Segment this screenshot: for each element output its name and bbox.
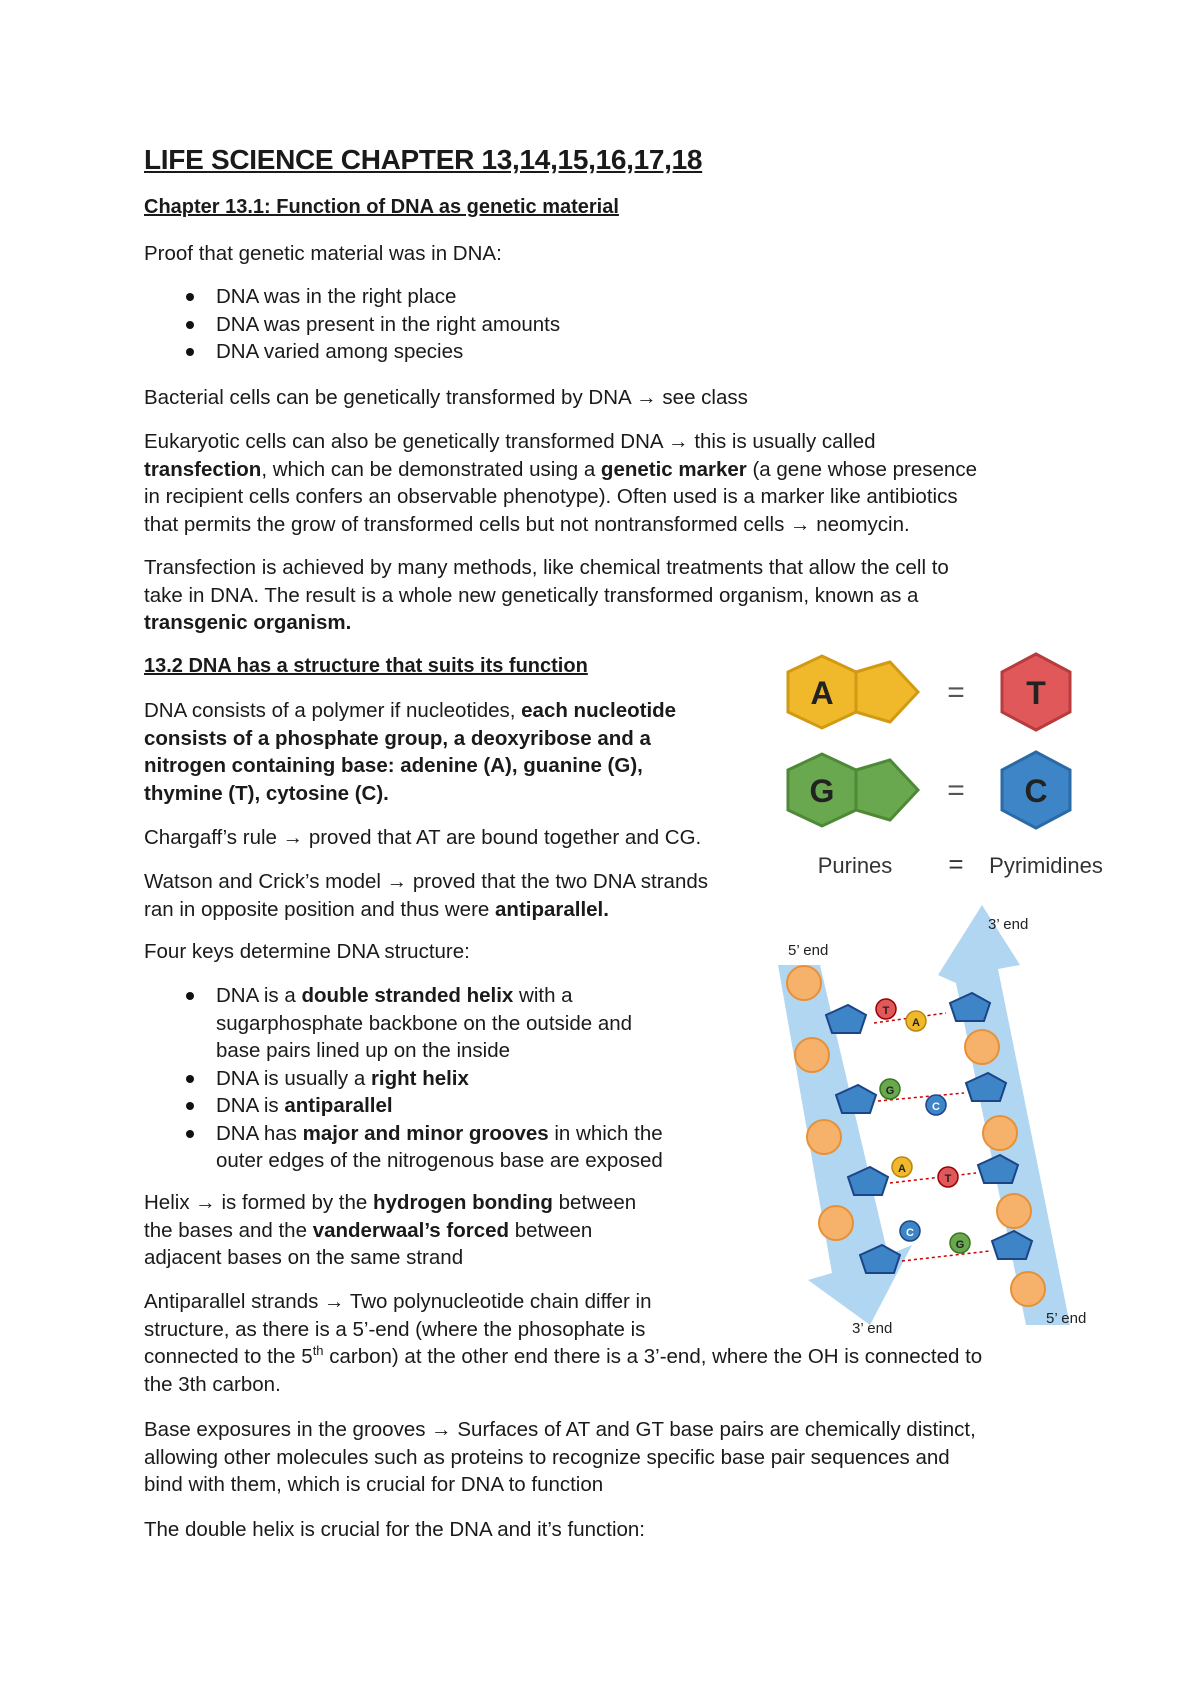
list-item: DNA varied among species	[144, 338, 844, 366]
guanine-shape	[788, 754, 918, 826]
text-span: ran in opposite position and thus were	[144, 897, 496, 921]
paragraph-line: Antiparallel strands → Two polynucleotide chain differ in	[144, 1290, 652, 1313]
base-exposure-paragraph	[144, 1416, 1084, 1499]
paragraph-line: Transfection is achieved by many methods, like chemical treatments that allow the cell to	[144, 556, 949, 579]
paragraph-line	[144, 780, 764, 808]
paragraph-line: in recipient cells confers an observable phenotype). Often used is a marker like antibiotics	[144, 485, 958, 508]
base-label: G	[885, 1085, 895, 1097]
paragraph-line: take in DNA. The result is a whole new genetically transformed organism, known as a	[144, 583, 919, 607]
text-span: (a gene whose presence	[746, 457, 977, 481]
adenine-shape	[788, 656, 918, 728]
watson-crick-paragraph	[144, 868, 784, 923]
text-span: sugarphosphate backbone on the outside and	[216, 1011, 633, 1035]
paragraph-line: that permits the grow of transformed cells but not nontransformed cells → neomycin.	[144, 512, 910, 536]
bold-span: nitrogen containing base: adenine (A), guanine (G),	[144, 754, 643, 777]
text-span: carbon) at the other end there is a 3’-end, where the OH is connected to	[323, 1345, 983, 1368]
base-label: C	[906, 1227, 914, 1239]
adenine-label: A	[810, 675, 834, 711]
base-pairing-figure	[780, 650, 1130, 890]
paragraph-line: the 3th carbon.	[144, 1372, 281, 1396]
three-prime-end-top-label: 3’ end	[988, 916, 1029, 933]
section-heading-13-2: 13.2 DNA has a structure that suits its function	[144, 655, 588, 677]
paragraph-line	[144, 752, 764, 780]
proof-intro: Proof that genetic material was in DNA:	[144, 242, 502, 265]
paragraph-line	[144, 609, 1074, 637]
list-item: DNA was present in the right amounts	[144, 311, 844, 339]
text-span: between	[552, 1191, 637, 1214]
section-heading-13-1: Chapter 13.1: Function of DNA as genetic material	[144, 196, 619, 218]
text-span: , which can be demonstrated using a	[261, 457, 601, 481]
bold-span: consists of a phosphate group, a deoxyribose and a	[144, 726, 651, 750]
list-item: DNA was in the right place	[144, 283, 844, 311]
base-label: G	[955, 1239, 965, 1251]
list-item	[144, 1120, 744, 1175]
paragraph-line	[144, 456, 1074, 484]
text-span: outer edges of the nitrogenous base are exposed	[216, 1149, 663, 1172]
superscript: th	[312, 1343, 324, 1359]
text-span: DNA is a	[216, 984, 302, 1007]
text-span: with a	[513, 984, 573, 1007]
equals-sign: =	[948, 849, 964, 879]
thymine-shape	[1002, 654, 1070, 730]
bold-span: thymine (T), cytosine (C).	[144, 781, 389, 805]
bold-span: each nucleotide	[521, 699, 677, 722]
text-span: in which the	[548, 1121, 663, 1145]
list-item	[144, 1065, 744, 1093]
paragraph-line	[144, 1343, 1084, 1371]
five-prime-end-bottom-label: 5’ end	[1046, 1310, 1087, 1327]
text-span: between	[509, 1218, 593, 1242]
text-span: base pairs lined up on the inside	[216, 1039, 511, 1062]
bold-span: antiparallel	[284, 1094, 393, 1117]
keys-intro: Four keys determine DNA structure:	[144, 940, 470, 963]
antiparallel-dna-figure	[770, 905, 1120, 1345]
paragraph-line	[144, 697, 764, 725]
five-prime-end-top-label: 5’ end	[788, 942, 829, 959]
proof-list	[144, 283, 844, 366]
paragraph-line	[144, 725, 764, 753]
paragraph-line: Watson and Crick’s model → proved that the two DNA strands	[144, 870, 709, 893]
list-item	[144, 982, 744, 1065]
bold-span: antiparallel.	[495, 897, 609, 921]
nucleotide-paragraph	[144, 697, 764, 807]
bold-span: hydrogen bonding	[373, 1191, 553, 1214]
paragraph-line: structure, as there is a 5’-end (where the phosophate is	[144, 1317, 646, 1341]
term-genetic-marker: genetic marker	[600, 457, 747, 481]
bacterial-paragraph: Bacterial cells can be genetically transformed by DNA → see class	[144, 386, 748, 409]
paragraph-line: adjacent bases on the same strand	[144, 1246, 464, 1269]
pyrimidines-label: Pyrimidines	[989, 853, 1103, 878]
paragraph-line	[144, 1189, 744, 1217]
eukaryotic-paragraph	[144, 428, 1074, 538]
paragraph-line: bind with them, which is crucial for DNA to function	[144, 1473, 604, 1496]
text-span: the bases and the	[144, 1218, 313, 1242]
bold-span: double stranded helix	[301, 984, 514, 1007]
paragraph-line: Base exposures in the grooves → Surfaces of AT and GT base pairs are chemically distinct,	[144, 1418, 976, 1441]
text-span: connected to the 5	[144, 1345, 313, 1368]
cytosine-label: C	[1024, 773, 1048, 809]
three-prime-end-bottom-label: 3’ end	[852, 1320, 893, 1337]
purines-label: Purines	[817, 853, 893, 878]
base-label: T	[944, 1173, 952, 1185]
bold-span: vanderwaal’s forced	[312, 1218, 510, 1242]
base-label: A	[912, 1017, 920, 1029]
guanine-label: G	[809, 773, 835, 809]
paragraph-line	[144, 1217, 744, 1245]
text-span: DNA is usually a	[216, 1066, 371, 1090]
term-transgenic-organism: transgenic organism.	[144, 611, 352, 634]
page-title: LIFE SCIENCE CHAPTER 13,14,15,16,17,18	[144, 144, 703, 175]
equals-sign: =	[947, 774, 965, 807]
double-helix-paragraph: The double helix is crucial for the DNA and it’s function:	[144, 1518, 645, 1541]
equals-sign: =	[947, 676, 965, 709]
chargaff-paragraph: Chargaff’s rule → proved that AT are bound together and CG.	[144, 826, 702, 849]
cytosine-shape	[1002, 752, 1070, 828]
text-span: DNA has	[216, 1121, 303, 1145]
paragraph-line: allowing other molecules such as proteins to recognize specific base pair sequences and	[144, 1445, 950, 1469]
text-span: Helix → is formed by the	[144, 1191, 373, 1214]
bold-span: right helix	[370, 1066, 469, 1090]
helix-paragraph	[144, 1189, 744, 1272]
base-label: C	[932, 1101, 940, 1113]
keys-list	[144, 982, 744, 1175]
thymine-label: T	[1026, 675, 1046, 711]
right-strand-arrow	[938, 905, 1070, 1325]
list-item	[144, 1092, 744, 1120]
bold-span: major and minor grooves	[302, 1121, 549, 1145]
base-label: A	[898, 1163, 906, 1175]
text-span: DNA is	[216, 1094, 285, 1117]
base-label: T	[882, 1005, 890, 1017]
transfection-paragraph	[144, 554, 1074, 637]
text-span: DNA consists of a polymer if nucleotides,	[144, 699, 522, 722]
term-transfection: transfection	[144, 457, 262, 481]
paragraph-line	[144, 896, 784, 924]
paragraph-line: Eukaryotic cells can also be genetically transformed DNA → this is usually called	[144, 430, 876, 453]
